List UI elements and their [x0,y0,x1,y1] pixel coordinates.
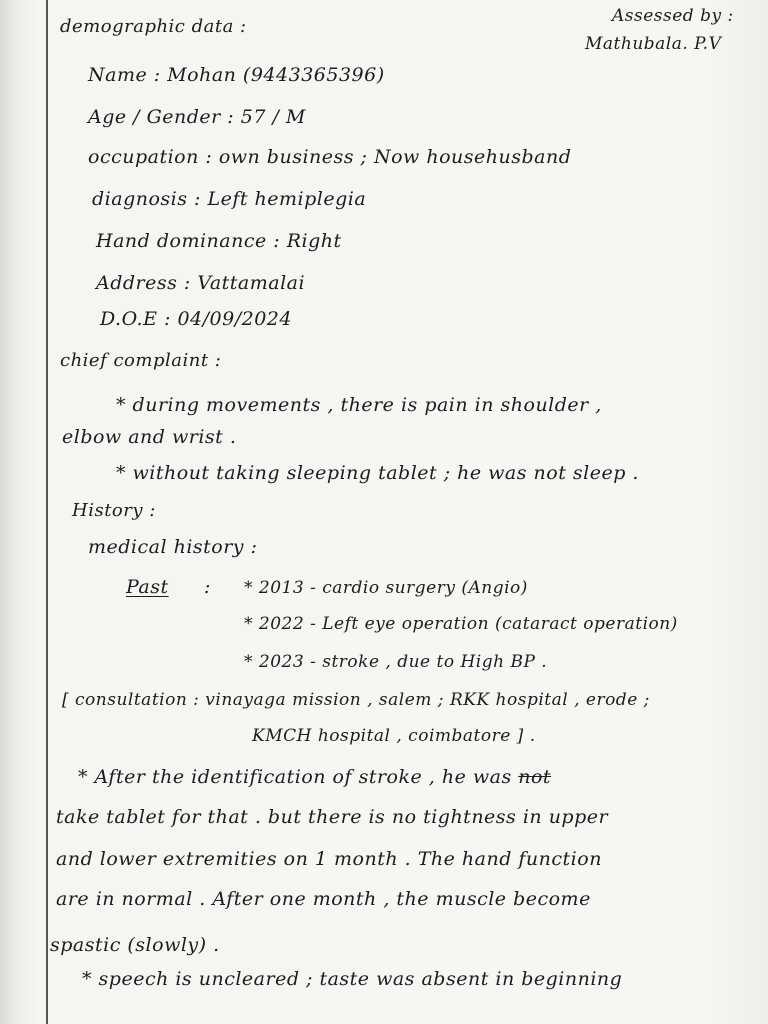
assessor-name: Mathubala. P.V [585,34,722,54]
narrative-line-1 [78,766,551,788]
past-history-item-1: * 2013 - cardio surgery (Angio) [244,578,528,598]
narrative-line-4: are in normal . After one month , the muscle become [56,888,591,910]
history-heading: History : [72,500,156,521]
past-colon: : [204,576,211,598]
occupation: occupation : own business ; Now househusband [88,146,572,168]
past-history-item-2: * 2022 - Left eye operation (cataract operation) [244,614,678,634]
struck-word: not [518,766,552,788]
narrative-line-2: take tablet for that . but there is no tightness in upper [56,806,609,828]
consultation-line-1: [ consultation : vinayaga mission , salem ; RKK hospital , erode ; [62,690,650,710]
past-label: Past [126,576,169,598]
chief-complaint-line-1: * during movements , there is pain in shoulder , [116,394,602,416]
past-history-item-3: * 2023 - stroke , due to High BP . [244,652,548,672]
demographic-heading: demographic data : [60,16,247,37]
margin-line [46,0,48,1024]
chief-complaint-line-2: elbow and wrist . [62,426,237,448]
patient-name: Name : Mohan (9443365396) [88,64,385,86]
hand-dominance: Hand dominance : Right [96,230,342,252]
assessed-by-label: Assessed by : [612,6,734,26]
narrative-line-1-text: * After the identification of stroke , he was [78,766,519,788]
medical-history-heading: medical history : [88,536,258,558]
page-binding-edge [0,0,14,1024]
age-gender: Age / Gender : 57 / M [88,106,306,128]
address: Address : Vattamalai [96,272,306,294]
consultation-line-2: KMCH hospital , coimbatore ] . [252,726,536,746]
chief-complaint-heading: chief complaint : [60,350,222,371]
narrative-line-3: and lower extremities on 1 month . The hand function [56,848,602,870]
date-of-evaluation: D.O.E : 04/09/2024 [100,308,292,330]
diagnosis: diagnosis : Left hemiplegia [92,188,367,210]
chief-complaint-line-3: * without taking sleeping tablet ; he was not sleep . [116,462,639,484]
narrative-line-6: * speech is uncleared ; taste was absent in beginning [82,968,623,990]
narrative-line-5: spastic (slowly) . [50,934,220,956]
